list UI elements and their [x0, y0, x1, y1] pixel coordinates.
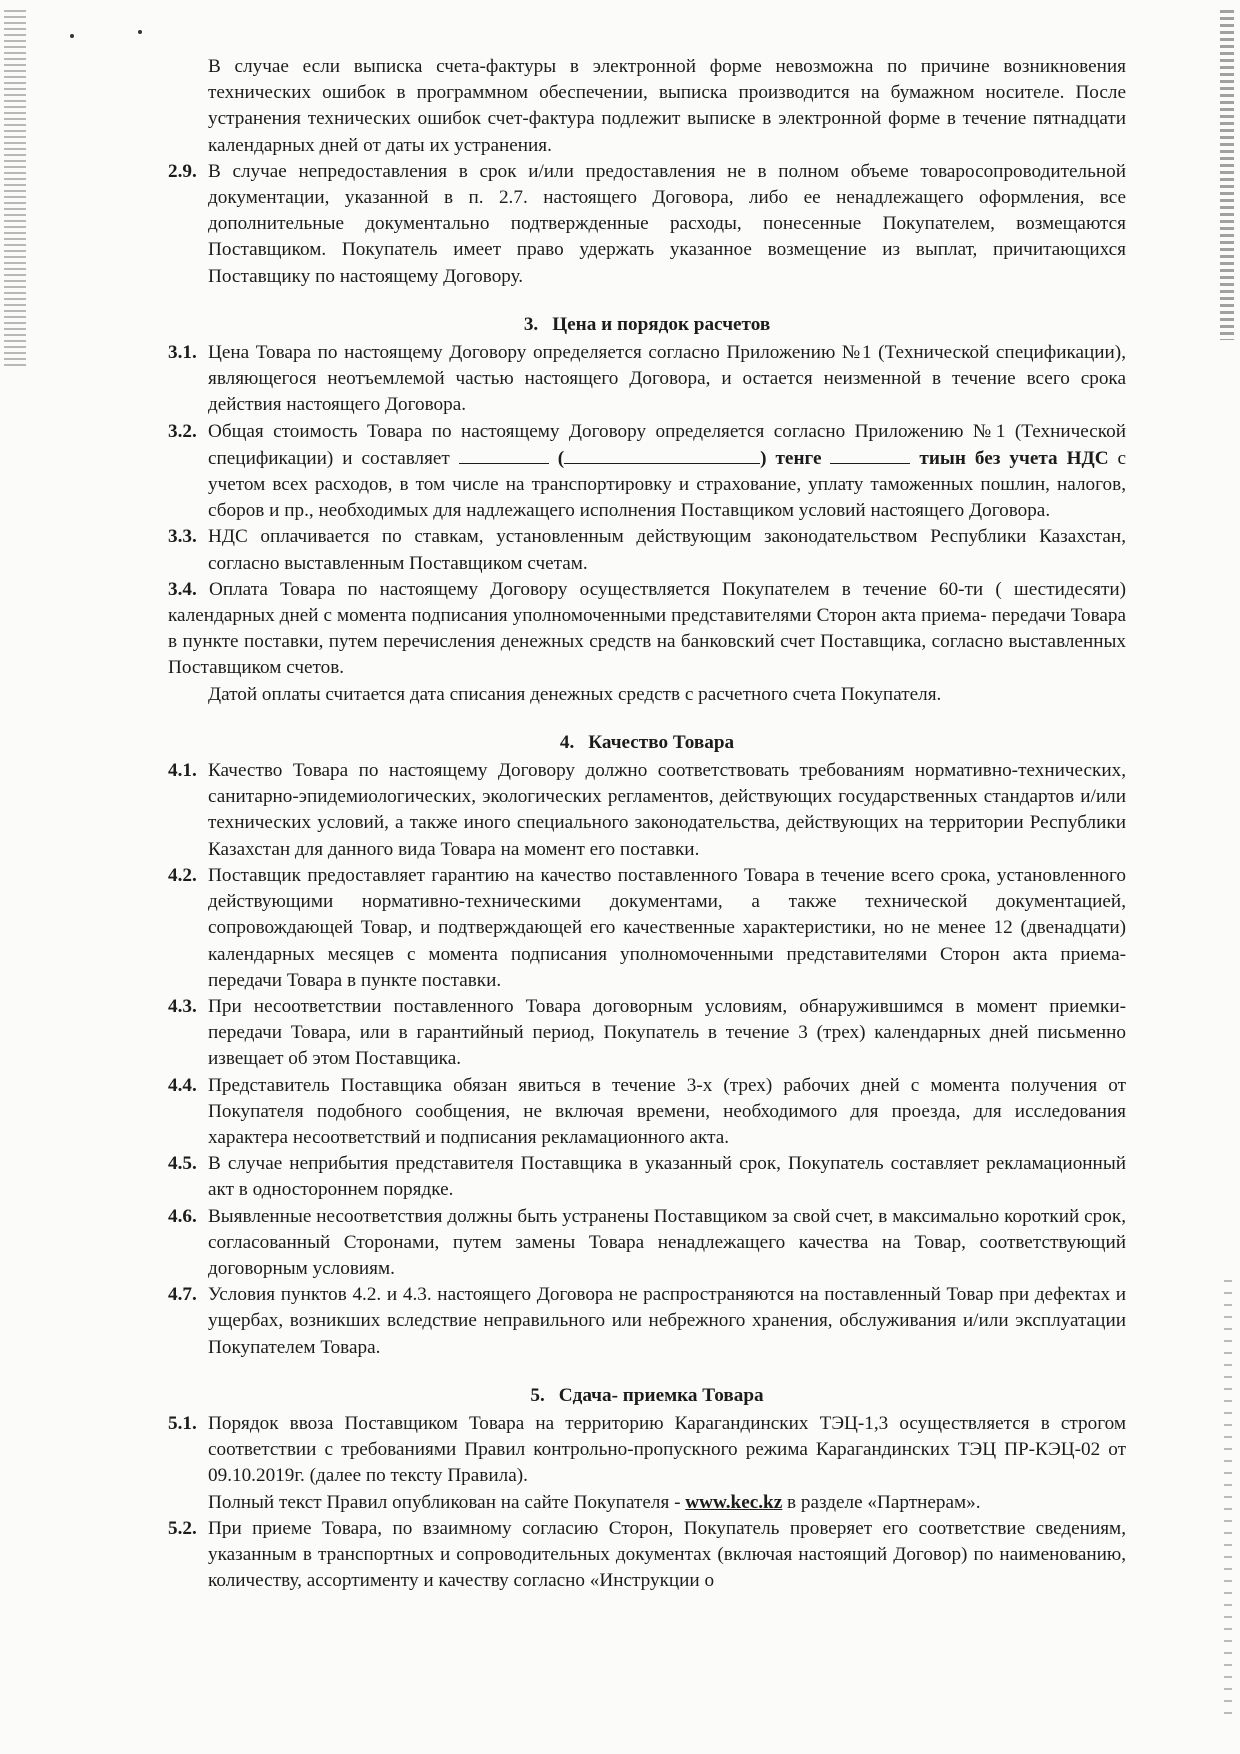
clause-2-9 — [168, 159, 1126, 290]
clause-4-2 — [168, 863, 1126, 994]
clause-text — [208, 419, 1126, 525]
clause-4-6 — [168, 1204, 1126, 1283]
clause-text-part: в разделе «Партнерам». — [787, 1491, 981, 1513]
clause-number: 4.3. — [168, 995, 197, 1017]
clause-text-part: с учетом всех расходов, в том числе на транспортировку и страхование, уплату таможенных пошлин, налогов, сборов и пр., необходимых для надлежащего исполнения Поставщиком условий настоящего Договора. — [208, 447, 1127, 522]
clause-4-4 — [168, 1073, 1126, 1152]
clause-text: Поставщик предоставляет гарантию на качество поставленного Товара в течение всего срока, установленного действующими нормативно-техническими документами, а также технической документацией, сопровождающей Товар, и подтверждающей его качественные характеристики, но не менее 12 (двенадцати) календарных месяцев с момента подписания уполномоченными представителями Сторон акта приема-передачи Товара в пункте поставки. — [208, 864, 1126, 991]
clause-number: 3.3. — [168, 526, 197, 548]
clause-text-part: Общая стоимость Товара по настоящему Договору определяется согласно Приложению №1 (Технической спецификации) и составляет — [208, 420, 1126, 469]
clause-4-3 — [168, 994, 1126, 1073]
clause-number: 5.2. — [168, 1517, 197, 1539]
clause-number: 2.9. — [168, 160, 197, 182]
clause-text: Оплата Товара по настоящему Договору осуществляется Покупателем в течение 60-ти ( шестидесяти) календарных дней с момента подписания уполномоченными представителями Сторон акта приема- передачи Товара в пункте поставки, путем перечисления денежных средств на банковский счет Поставщика, согласно выставленных Поставщиком счетов. — [168, 578, 1126, 679]
clause-4-1 — [168, 758, 1126, 863]
clause-3-3 — [168, 524, 1126, 576]
section-title: Качество Товара — [588, 731, 735, 753]
scan-speck — [70, 34, 74, 38]
clause-3-1 — [168, 340, 1126, 419]
clause-text: НДС оплачивается по ставкам, установленным действующим законодательством Республики Казахстан, согласно выставленным Поставщиком счетам. — [208, 526, 1126, 574]
clause-text-part: Полный текст Правил опубликован на сайте Покупателя - — [208, 1491, 681, 1513]
clause-number: 4.7. — [168, 1284, 197, 1306]
clause-3-2 — [168, 419, 1126, 525]
clause-4-5 — [168, 1151, 1126, 1203]
clause-number: 3.2. — [168, 420, 197, 442]
tenge-label: ) тенге — [760, 447, 822, 469]
scan-speck — [138, 30, 142, 34]
clause-number: 4.1. — [168, 760, 197, 782]
clause-text: В случае неприбытия представителя Поставщика в указанный срок, Покупатель составляет рекламационный акт в одностороннем порядке. — [208, 1153, 1126, 1201]
intro-paragraph: В случае если выписка счета-фактуры в электронной форме невозможна по причине возникновения технических ошибок в программном обеспечении, выписка производится на бумажном носителе. После устранения технических ошибок счет-фактура подлежит выписке в электронной форме в течение пятнадцати календарных дней от даты их устранения. — [208, 56, 1126, 156]
section-title: Сдача- приемка Товара — [558, 1384, 764, 1406]
section-heading-3 — [168, 312, 1126, 338]
clause-number: 4.2. — [168, 864, 197, 886]
clause-5-2 — [168, 1516, 1126, 1595]
scan-artifact-right — [1220, 10, 1234, 340]
clause-text: В случае непредоставления в срок и/или предоставления не в полном объеме товаросопроводительной документации, указанной в п. 2.7. настоящего Договора, либо ее ненадлежащего оформления, все дополнительные документально подтвержденные расходы, понесенные Покупателем, возмещаются Поставщиком. Покупатель имеет право удержать указанное возмещение из выплат, причитающихся Поставщику по настоящему Договору. — [208, 160, 1126, 287]
clause-text: Выявленные несоответствия должны быть устранены Поставщиком за свой счет, в максимально короткий срок, согласованный Сторонами, путем замены Товара ненадлежащего качества на Товар, соответствующий договорным условиям. — [208, 1205, 1126, 1279]
section-heading-4 — [168, 730, 1126, 756]
clause-number: 3.1. — [168, 342, 197, 364]
document-body — [168, 54, 1126, 1594]
website-link[interactable]: www.kec.kz — [685, 1491, 783, 1513]
clause-text: Условия пунктов 4.2. и 4.3. настоящего Договора не распространяются на поставленный Товар при дефектах и ущербах, возникших вследствие неправильного или небрежного хранения, обслуживания и/или эксплуатации Покупателем Товара. — [208, 1284, 1126, 1358]
payment-date-paragraph: Датой оплаты считается дата списания денежных средств с расчетного счета Покупателя. — [208, 683, 942, 705]
scan-artifact-right-lower — [1224, 1280, 1232, 1720]
paren-open: ( — [557, 447, 565, 469]
clause-number: 4.4. — [168, 1074, 197, 1096]
section-title: Цена и порядок расчетов — [552, 313, 771, 335]
amount-words-blank — [564, 445, 760, 464]
section-number: 4. — [559, 731, 575, 753]
clause-text — [208, 1411, 1126, 1516]
section-number: 5. — [530, 1384, 545, 1406]
section-number: 3. — [523, 313, 539, 335]
tiyn-blank — [830, 445, 910, 464]
clause-text: Цена Товара по настоящему Договору определяется согласно Приложению №1 (Технической спецификации), являющегося неотъемлемой частью настоящего Договора, и остается неизменной в течение всего срока действия настоящего Договора. — [208, 342, 1126, 416]
clause-text: Представитель Поставщика обязан явиться в течение 3-х (трех) рабочих дней с момента получения от Покупателя подобного сообщения, не включая времени, необходимого для проезда, для исследования характера несоответствий и подписания рекламационного акта. — [208, 1074, 1126, 1148]
clause-number: 3.4. — [168, 578, 197, 600]
clause-text: При приеме Товара, по взаимному согласию Сторон, Покупатель проверяет его соответствие сведениям, указанным в транспортных и сопроводительных документах (включая настоящий Договор) по наименованию, количеству, ассортименту и качеству согласно «Инструкции о — [208, 1517, 1126, 1592]
clause-5-1 — [168, 1411, 1126, 1516]
clause-4-7 — [168, 1282, 1126, 1361]
clause-number: 4.6. — [168, 1205, 197, 1227]
tiyn-vat-label: тиын без учета НДС — [919, 447, 1109, 469]
clause-text: При несоответствии поставленного Товара договорным условиям, обнаружившимся в момент приемки-передачи Товара, или в гарантийный период, Покупатель в течение 3 (трех) календарных дней письменно извещает об этом Поставщика. — [208, 995, 1126, 1070]
scan-artifact-left — [4, 10, 26, 370]
amount-blank — [459, 445, 549, 464]
clause-3-4 — [168, 577, 1126, 682]
clause-number: 5.1. — [168, 1412, 197, 1434]
section-heading-5 — [168, 1383, 1126, 1409]
clause-text: Качество Товара по настоящему Договору должно соответствовать требованиям нормативно-технических, санитарно-эпидемиологических, экологических регламентов, действующих государственных стандартов и/или технических условий, а также иного специального законодательства, действующих на территории Республики Казахстан для данного вида Товара на момент его поставки. — [208, 760, 1126, 860]
clause-number: 4.5. — [168, 1153, 197, 1175]
clause-text-part: Порядок ввоза Поставщиком Товара на территорию Карагандинских ТЭЦ-1,3 осуществляется в строгом соответствии с требованиями Правил контрольно-пропускного режима Карагандинских ТЭЦ ПР-КЭЦ-02 от 09.10.2019г. (далее по тексту Правила). — [208, 1412, 1126, 1487]
